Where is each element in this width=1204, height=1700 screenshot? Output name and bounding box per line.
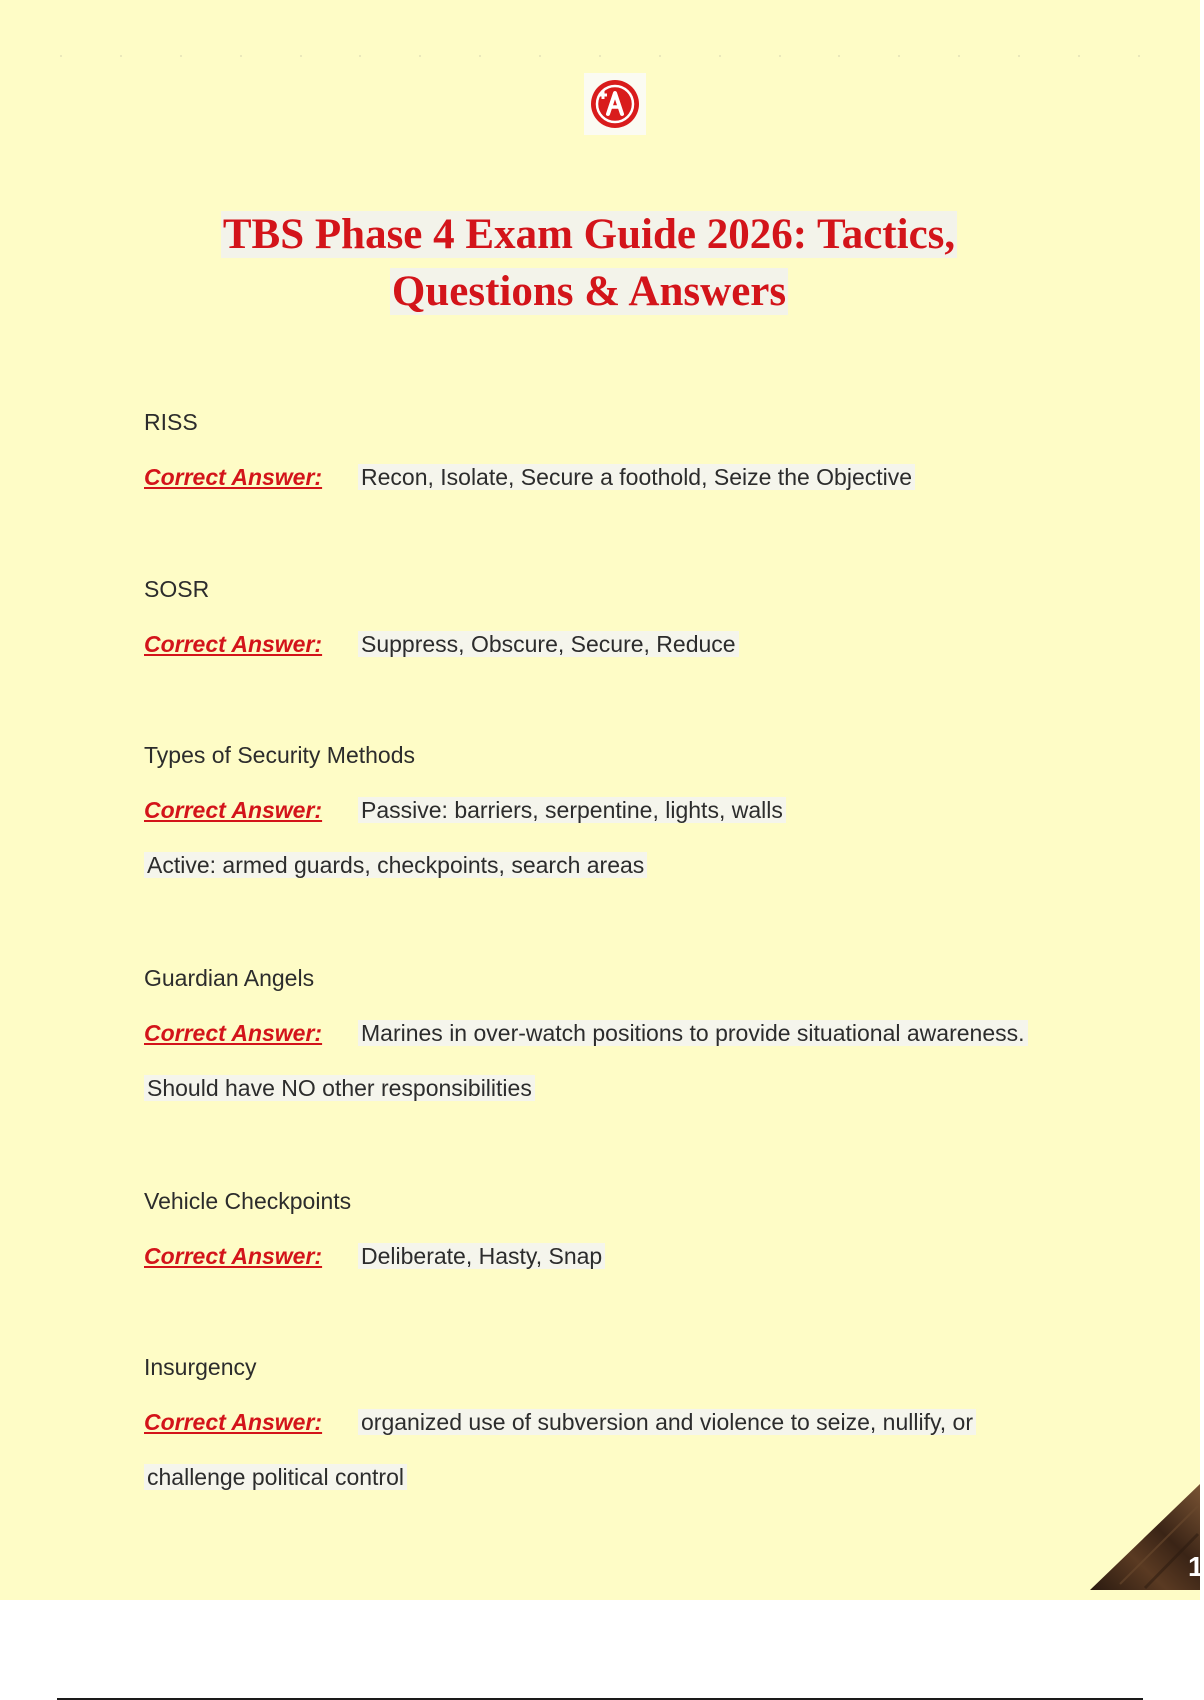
title-line-1: TBS Phase 4 Exam Guide 2026: Tactics, bbox=[222, 211, 956, 258]
question-text: Vehicle Checkpoints bbox=[144, 1188, 352, 1214]
question-text: Insurgency bbox=[144, 1354, 257, 1380]
qa-item-riss bbox=[144, 407, 1094, 492]
question-text: Guardian Angels bbox=[144, 965, 315, 991]
answer-continuation-text: Should have NO other responsibilities bbox=[144, 1075, 535, 1101]
page-number: 1 bbox=[1188, 1551, 1204, 1582]
plus-a-badge-icon bbox=[584, 73, 646, 135]
question-text: RISS bbox=[144, 409, 198, 435]
answer-line bbox=[144, 795, 1094, 825]
page-corner-decoration bbox=[1090, 1484, 1200, 1590]
answer-text: Passive: barriers, serpentine, lights, walls bbox=[358, 797, 786, 823]
answer-continuation bbox=[144, 1073, 1094, 1103]
page-title bbox=[90, 206, 1088, 320]
qa-item-guardian-angels bbox=[144, 963, 1094, 1103]
answer-continuation bbox=[144, 850, 1094, 880]
answer-line bbox=[144, 629, 1094, 659]
header-dot-rule bbox=[60, 55, 1140, 59]
answer-text: Marines in over-watch positions to provide situational awareness. bbox=[358, 1020, 1028, 1046]
qa-item-security-methods bbox=[144, 740, 1094, 880]
answer-text: Deliberate, Hasty, Snap bbox=[358, 1243, 605, 1269]
title-line-2: Questions & Answers bbox=[391, 268, 787, 315]
qa-item-vehicle-checkpoints bbox=[144, 1186, 1094, 1271]
answer-text: Recon, Isolate, Secure a foothold, Seize the Objective bbox=[358, 464, 915, 490]
answer-text: organized use of subversion and violence to seize, nullify, or bbox=[358, 1409, 976, 1435]
qa-item-insurgency bbox=[144, 1352, 1094, 1492]
answer-line bbox=[144, 1407, 1094, 1437]
answer-text: Suppress, Obscure, Secure, Reduce bbox=[358, 631, 739, 657]
correct-answer-label: Correct Answer: bbox=[144, 1409, 323, 1435]
correct-answer-label: Correct Answer: bbox=[144, 797, 323, 823]
correct-answer-label: Correct Answer: bbox=[144, 631, 323, 657]
answer-continuation bbox=[144, 1462, 1094, 1492]
question-text: SOSR bbox=[144, 576, 210, 602]
answer-line bbox=[144, 462, 1094, 492]
qa-item-sosr bbox=[144, 574, 1094, 659]
correct-answer-label: Correct Answer: bbox=[144, 464, 323, 490]
answer-continuation-text: Active: armed guards, checkpoints, search areas bbox=[144, 852, 647, 878]
question-text: Types of Security Methods bbox=[144, 742, 416, 768]
answer-line bbox=[144, 1018, 1094, 1048]
answer-continuation-text: challenge political control bbox=[144, 1464, 407, 1490]
correct-answer-label: Correct Answer: bbox=[144, 1020, 323, 1046]
answer-line bbox=[144, 1241, 1094, 1271]
correct-answer-label: Correct Answer: bbox=[144, 1243, 323, 1269]
